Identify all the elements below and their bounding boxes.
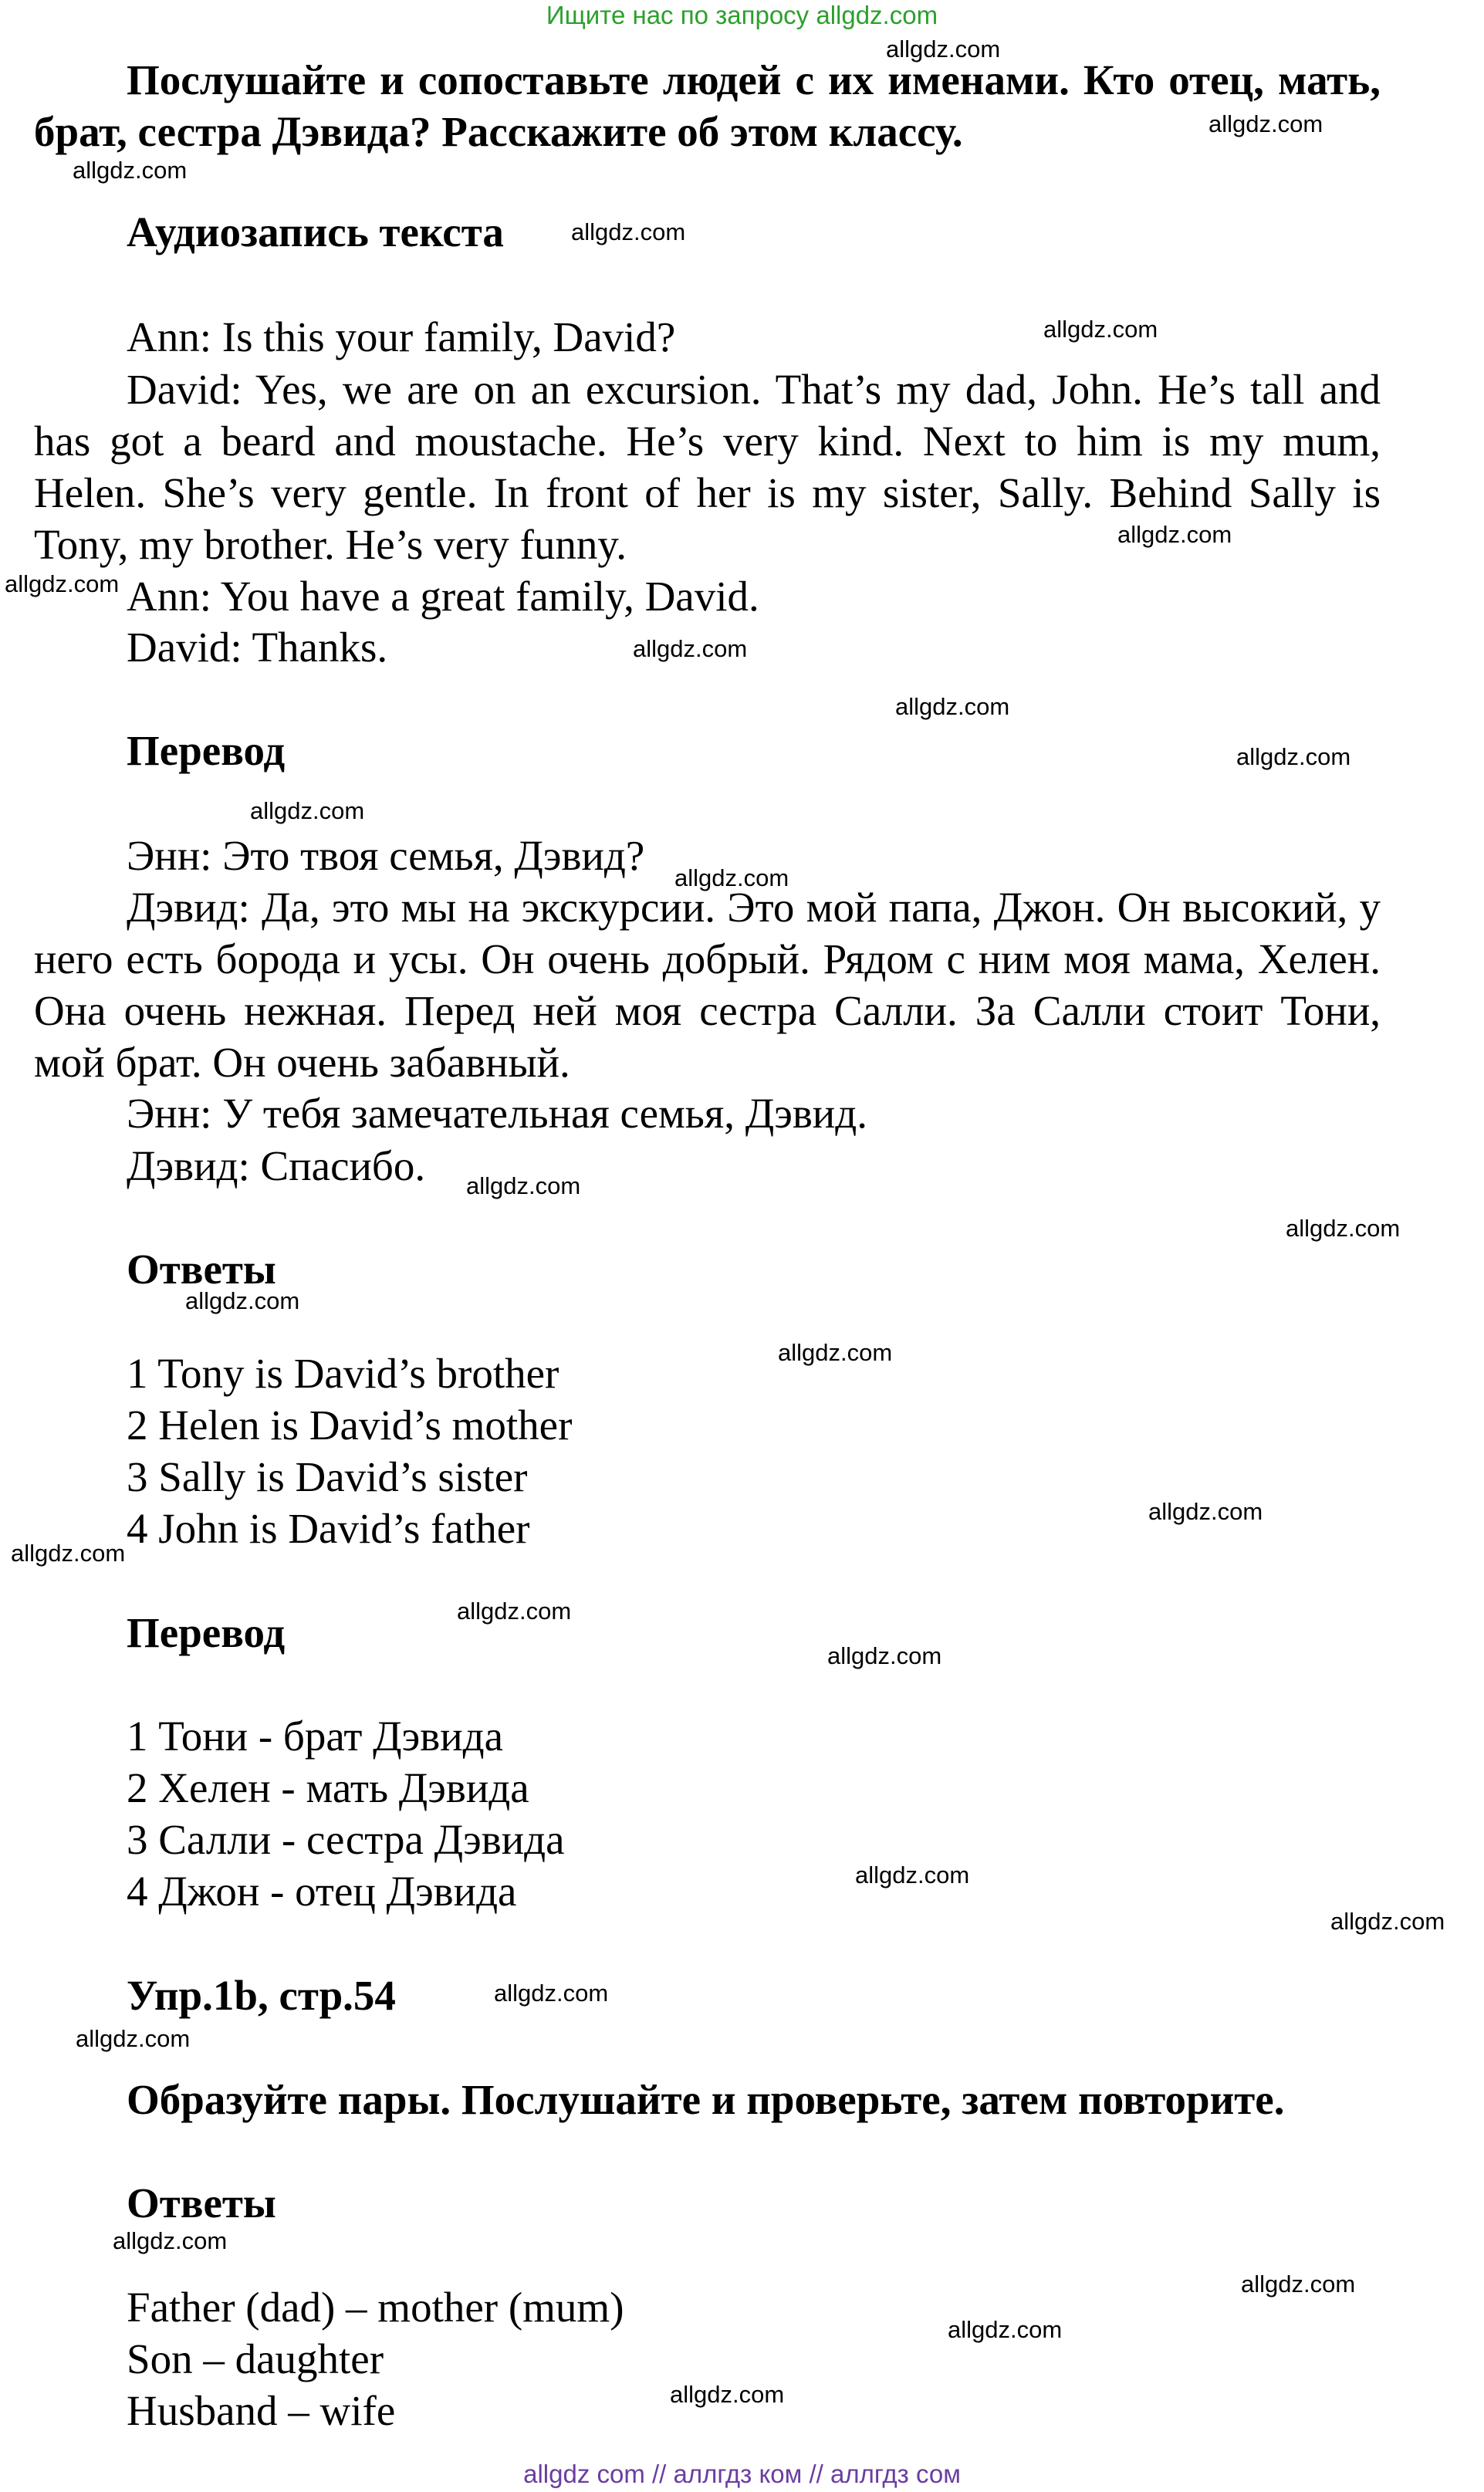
audio-heading: Аудиозапись текста [127, 208, 504, 255]
watermark: allgdz.com [1043, 316, 1158, 343]
watermark: allgdz.com [633, 635, 748, 662]
watermark: allgdz.com [895, 693, 1010, 720]
translation-david: Дэвид: Да, это мы на экскурсии. Это мой папа, Джон. Он высокий, у него есть борода и усы. Он очень добрый. Рядом с ним моя мама, Хелен. Она очень нежная. Перед ней моя сестра Салли. За Салли стоит Тони, мой брат. Он очень забавный. [34, 884, 1381, 1086]
watermark: allgdz.com [827, 1642, 942, 1669]
answer-item: 1 Tony is David’s brother [127, 1350, 559, 1397]
answer-translation-item: 4 Джон - отец Дэвида [127, 1868, 517, 1915]
answer-translation-item: 2 Хелен - мать Дэвида [127, 1764, 529, 1811]
watermark: allgdz.com [1148, 1498, 1263, 1525]
answers-heading: Ответы [127, 1246, 276, 1293]
watermark: allgdz.com [185, 1287, 300, 1314]
translation-ann-question: Энн: Это твоя семья, Дэвид? [127, 832, 645, 879]
answer-translation-item: 3 Салли - сестра Дэвида [127, 1816, 565, 1863]
watermark: allgdz.com [1208, 110, 1323, 137]
answers-translation-heading: Перевод [127, 1609, 286, 1656]
watermark: allgdz.com [457, 1598, 572, 1625]
dialog-ann-answer: Ann: You have a great family, David. [127, 573, 759, 620]
watermark: allgdz.com [948, 2316, 1063, 2343]
pair-item: Son – daughter [127, 2335, 384, 2382]
task2-answers-heading: Ответы [127, 2179, 276, 2227]
watermark: allgdz.com [674, 864, 789, 891]
watermark: allgdz.com [1241, 2271, 1356, 2298]
task1-instruction: Послушайте и сопоставьте людей с их именами. Кто отец, мать, брат, сестра Дэвида? Расскажите об этом классу. [34, 56, 1381, 155]
watermark: allgdz.com [1117, 521, 1232, 548]
watermark: allgdz.com [778, 1339, 893, 1366]
watermark: allgdz.com [855, 1861, 970, 1888]
watermark: allgdz.com [494, 1980, 609, 2007]
translation-heading: Перевод [127, 727, 286, 774]
watermark: allgdz.com [73, 157, 188, 184]
footer-links[interactable]: allgdz com // аллгдз ком // аллгдз сом [523, 2460, 961, 2488]
pair-item: Husband – wife [127, 2387, 396, 2434]
watermark: allgdz.com [250, 797, 365, 824]
watermark: allgdz.com [1236, 743, 1351, 770]
task2-title: Упр.1b, стр.54 [127, 1972, 396, 2019]
watermark: allgdz.com [670, 2381, 785, 2408]
watermark: allgdz.com [1330, 1908, 1445, 1935]
dialog-ann-question: Ann: Is this your family, David? [127, 313, 676, 360]
dialog-david: David: Yes, we are on an excursion. That’s my dad, John. He’s tall and has got a beard and moustache. He’s very kind. Next to him is my mum, Helen. She’s very gentle. In front of her is my sister, Sally. Behind Sally is Tony, my brother. He’s very funny. [34, 366, 1381, 568]
translation-david-thanks: Дэвид: Спасибо. [127, 1142, 426, 1189]
translation-ann-answer: Энн: У тебя замечательная семья, Дэвид. [127, 1090, 867, 1137]
watermark: allgdz.com [1286, 1215, 1401, 1242]
pair-item: Father (dad) – mother (mum) [127, 2284, 624, 2331]
answer-item: 2 Helen is David’s mother [127, 1402, 573, 1449]
watermark: allgdz.com [11, 1540, 126, 1567]
watermark: allgdz.com [466, 1172, 581, 1199]
task2-instruction: Образуйте пары. Послушайте и проверьте, затем повторите. [127, 2076, 1285, 2123]
watermark: allgdz.com [571, 218, 686, 245]
watermark: allgdz.com [5, 570, 120, 597]
answer-translation-item: 1 Тони - брат Дэвида [127, 1713, 504, 1760]
dialog-david-thanks: David: Thanks. [127, 624, 388, 671]
answer-item: 4 John is David’s father [127, 1505, 530, 1552]
watermark: allgdz.com [886, 36, 1001, 63]
answer-item: 3 Sally is David’s sister [127, 1453, 528, 1500]
watermark: allgdz.com [76, 2025, 191, 2052]
top-search-link[interactable]: Ищите нас по запросу allgdz.com [546, 1, 938, 29]
watermark: allgdz.com [113, 2227, 228, 2254]
